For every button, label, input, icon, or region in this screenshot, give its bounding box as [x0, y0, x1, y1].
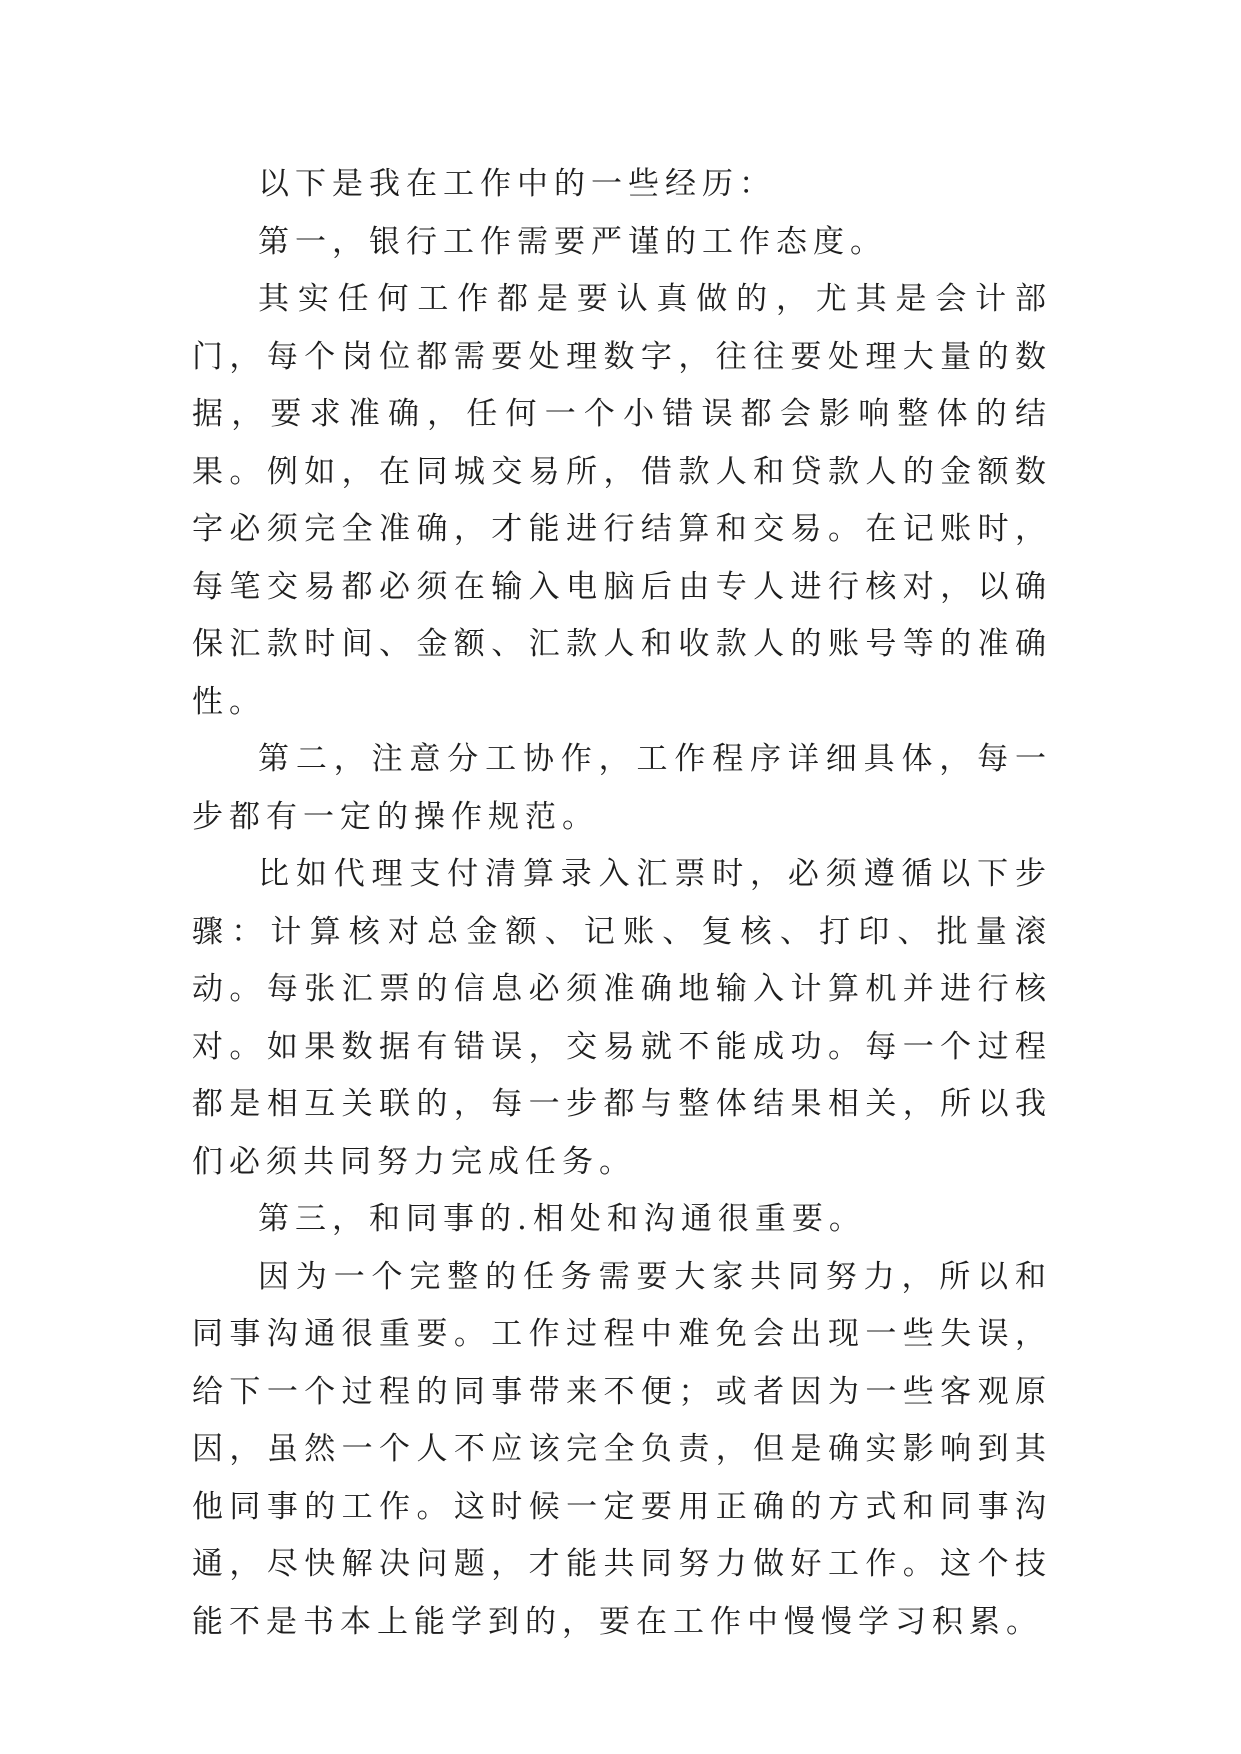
- intro-paragraph: 以下是我在工作中的一些经历：: [258, 166, 776, 202]
- point-two-heading: 第二，注意分工协作，工作程序详细具体，每一步都有一定的操作规范。: [192, 741, 1052, 835]
- document-body: [192, 156, 1052, 1651]
- point-two-body: 比如代理支付清算录入汇票时，必须遵循以下步骤：计算核对总金额、记账、复核、打印、批量滚动。每张汇票的信息必须准确地输入计算机并进行核对。如果数据有错误，交易就不能成功。每一个过程都是相互关联的，每一步都与整体结果相关，所以我们必须共同努力完成任务。: [192, 856, 1052, 1180]
- point-three-heading: 第三，和同事的.相处和沟通很重要。: [258, 1201, 866, 1237]
- point-one-body: 其实任何工作都是要认真做的，尤其是会计部门，每个岗位都需要处理数字，往往要处理大量的数据，要求准确，任何一个小错误都会影响整体的结果。例如，在同城交易所，借款人和贷款人的金额数字必须完全准确，才能进行结算和交易。在记账时，每笔交易都必须在输入电脑后由专人进行核对，以确保汇款时间、金额、汇款人和收款人的账号等的准确性。: [192, 281, 1052, 720]
- point-one-heading: 第一，银行工作需要严谨的工作态度。: [258, 223, 887, 260]
- point-three-body: 因为一个完整的任务需要大家共同努力，所以和同事沟通很重要。工作过程中难免会出现一些失误，给下一个过程的同事带来不便；或者因为一些客观原因，虽然一个人不应该完全负责，但是确实影响到其他同事的工作。这时候一定要用正确的方式和同事沟通，尽快解决问题，才能共同努力做好工作。这个技能不是书本上能学到的，要在工作中慢慢学习积累。: [192, 1258, 1052, 1640]
